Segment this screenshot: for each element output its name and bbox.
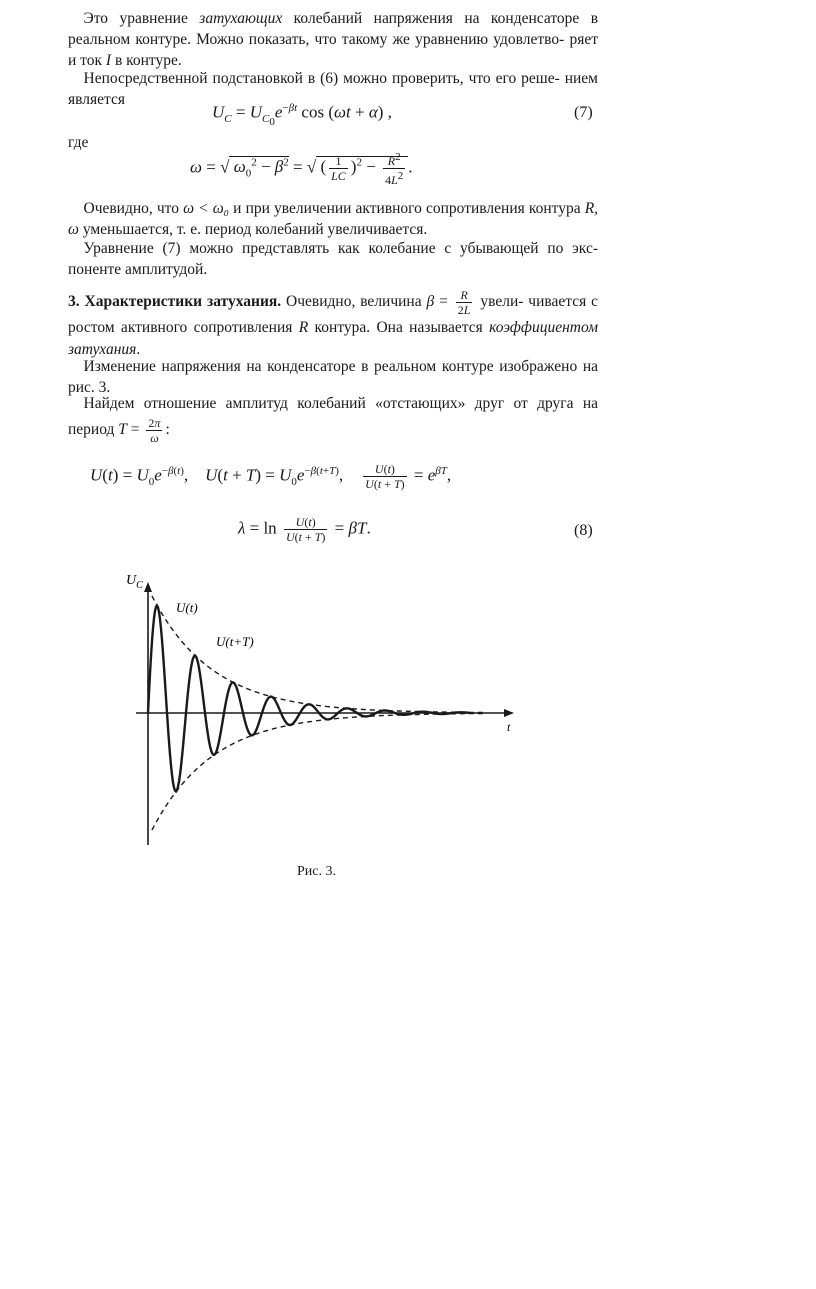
- section-3: 3. Характеристики затухания. Очевидно, величина β = $\frac{R}{2L}$ увели- чивается с ростом активного сопротивления R контура. Она называется коэффициентом затухания.: [68, 288, 599, 358]
- var-R: R: [298, 319, 309, 336]
- section-3-heading: 3. Характеристики затухания.: [68, 293, 282, 311]
- text-p4: Уравнение (7) можно представлять как колебание с убывающей по экс- поненте амплитудой.: [68, 240, 598, 278]
- text-s3c: контура. Она называется: [314, 319, 483, 336]
- axis-x-label: t: [507, 720, 511, 734]
- text-where: где: [68, 134, 89, 151]
- envelope-lower: [152, 714, 484, 831]
- math-beta: β = $\frac{R}{2L}$: [426, 288, 471, 317]
- term-damped: затухающих: [199, 10, 283, 27]
- equation-8-number: (8): [574, 522, 593, 539]
- text-p5: Изменение напряжения на конденсаторе в реальном контуре изображено на рис. 3.: [68, 358, 598, 396]
- equation-ratio: $U(t) = U_0e^{-\beta(t)}$, $U(t + T) = U_0e^{-\beta(t+T)}$, $\frac{U(t)}{U(t + T)}$ = $e^{\beta T}$,: [90, 462, 452, 491]
- text-p2: Непосредственной подстановкой в (6) можно проверить, что его реше- нием является: [68, 70, 598, 108]
- text-s3b: увели- чивается с ростом активного сопротивления: [68, 293, 599, 336]
- equation-8: λ = ln $\frac{U(t)}{U(t + T)}$ = βT.: [238, 515, 371, 544]
- term-damping-coefficient: коэффициентом затухания: [68, 319, 599, 358]
- text-p1b: колебаний напряжения на конденсаторе в реальном контуре. Можно показать, что такому же уравнению удовлетво- ряет и ток: [68, 10, 599, 69]
- y-axis-arrow: [144, 582, 152, 592]
- text-p6: Найдем отношение амплитуд колебаний «отстающих» друг от друга на период: [68, 395, 598, 439]
- text-p3b: и при увеличении активного сопротивления контура: [233, 200, 581, 217]
- equation-omega: ω = √ $\omega_0^2 - \beta^2$ = √ ( $\frac{1}{LC}$ )$^2$ − $\frac{R^2}{4L^2}$ .: [190, 151, 413, 187]
- math-period: T = $\frac{2\pi}{\omega}$ :: [118, 416, 170, 445]
- label-u-t-plus-t: U(t+T): [216, 634, 254, 649]
- x-axis-arrow: [504, 709, 514, 717]
- equation-7: $U_C = U_{C_0}e^{-\beta t}$ cos (ωt + α) ,: [212, 102, 392, 129]
- figure-caption: Рис. 3.: [297, 864, 336, 879]
- equation-7-number: (7): [574, 104, 593, 121]
- damped-oscillation-curve: [148, 606, 470, 792]
- text-p3a: Очевидно, что: [83, 200, 180, 217]
- text-p3c: уменьшается, т. е. период колебаний увеличивается.: [82, 221, 428, 238]
- label-u-t: U(t): [176, 600, 198, 615]
- axis-y-label: $U_C$: [126, 573, 143, 591]
- var-I: I: [105, 52, 112, 69]
- text-s3a: Очевидно, величина: [286, 293, 422, 311]
- text-p1c: в контуре.: [114, 52, 182, 69]
- math-inequality: ω < ω₀: [183, 200, 230, 217]
- math-vars: R, ω: [68, 200, 599, 238]
- text-p1a: Это уравнение: [83, 10, 188, 27]
